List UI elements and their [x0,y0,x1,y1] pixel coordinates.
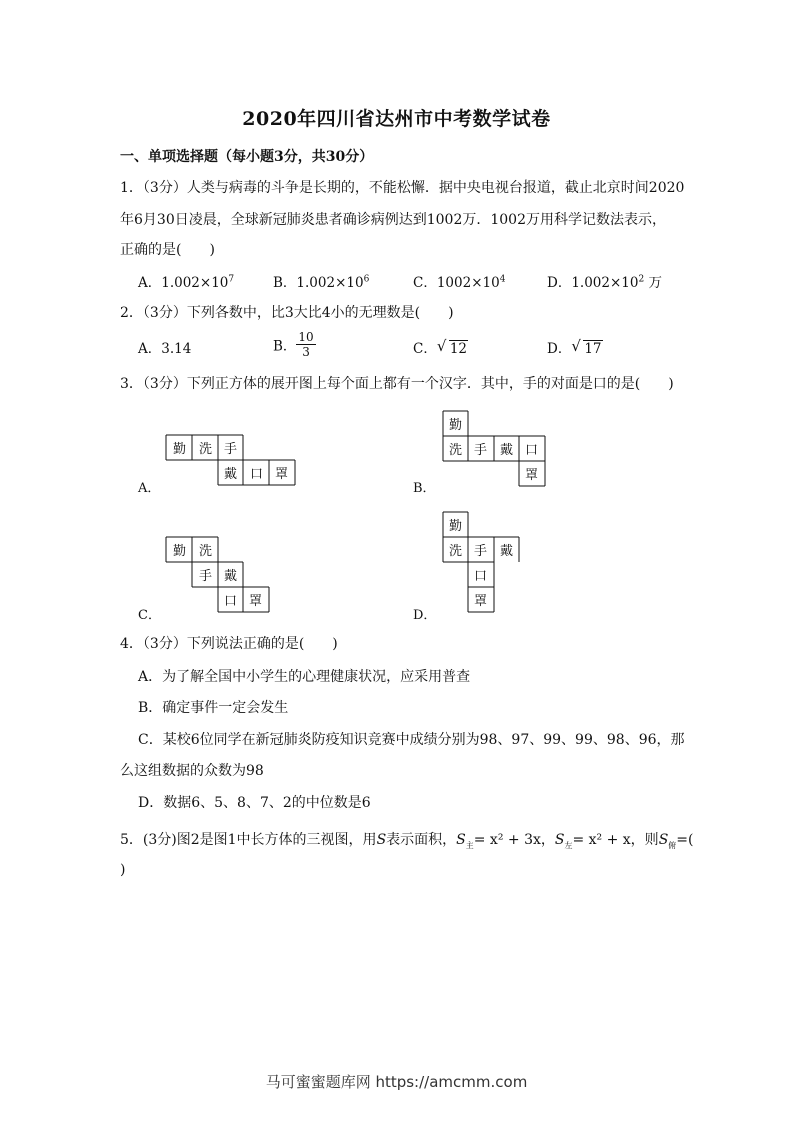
net-a-cell-zhao: 罩 [274,467,288,482]
q5-stem-line2: ) [120,862,126,878]
net-b-cell-shou: 手 [473,443,487,458]
net-b-cell-zhao: 罩 [524,468,538,483]
net-c-cell-shou: 手 [198,569,212,584]
net-c-cell-zhao: 罩 [248,594,262,609]
q4-option-d: D．数据6、5、8、7、2的中位数是6 [138,795,371,811]
sqrt-symbol: √ 17 [571,337,602,357]
net-d-cell-zhao: 罩 [473,594,487,609]
q1-stem-line2: 年6月30日凌晨，全球新冠肺炎患者确诊病例达到1002万．1002万用科学记数法表示， [120,212,666,228]
net-d-cell-shou: 手 [473,544,487,559]
net-c-cell-xi: 洗 [198,544,212,559]
net-c-cell-kou: 口 [223,594,237,609]
q5-stem: 5．(3分)图2是图1中长方体的三视图，用S表示面积，$S_主= x^2 + 3x$，$S_左= x^2 + x$，则$S_俯=$( [120,832,694,850]
q2-option-a: A．3.14 [138,341,192,357]
q4-option-c-line2: 么这组数据的众数为98 [120,763,264,779]
q1-option-b: B．$1.002\times 10^6$ [273,274,370,291]
section-heading: 一、单项选择题（每小题3分，共30分） [120,149,374,165]
net-b-label: B． [413,481,436,496]
net-c-cell-qin: 勤 [172,544,186,559]
fraction: $\frac{10}{3}$ [298,330,314,359]
net-d-cell-kou: 口 [473,569,487,584]
q4-option-a: A．为了解全国中小学生的心理健康状况，应采用普查 [138,669,471,685]
net-d-label: D． [413,608,437,623]
net-a-cell-shou: 手 [223,442,237,457]
net-a-label: A． [138,481,161,496]
q4-option-c-line1: C．某校6位同学在新冠肺炎防疫知识竞赛中成绩分别为98、97、99、99、98、96，那 [138,732,685,748]
sqrt-symbol: √ 12 [436,337,468,357]
net-a-cell-xi: 洗 [198,442,212,457]
net-d-cell-dai: 戴 [499,544,513,559]
net-c-cell-dai: 戴 [223,569,237,584]
q4-option-b: B．确定事件一定会发生 [138,700,289,716]
net-a-cell-qin: 勤 [172,442,186,457]
q1-option-c: C．$1002\times 10^4$ [413,274,506,291]
q1-stem-line3: 正确的是( ) [120,242,215,258]
q2-option-c: C． √ 12 [413,337,468,357]
q1-option-d: D．$1.002\times 10^2$ 万 [547,274,662,291]
q2-stem: 2．（3分）下列各数中，比3大比4小的无理数是( ) [120,305,454,321]
q1-option-a: A．$1.002\times 10^7$ [138,274,235,291]
net-c-label: C． [138,608,161,623]
net-b-cell-xi: 洗 [448,443,462,458]
net-b-cell-qin: 勤 [448,418,462,433]
net-a-cell-kou: 口 [249,467,263,482]
q2-option-b: B． $\frac{10}{3}$ [273,330,314,359]
net-d-cell-xi: 洗 [448,544,462,559]
net-b-cell-dai: 戴 [499,443,513,458]
q3-stem: 3．（3分）下列正方体的展开图上每个面上都有一个汉字．其中，手的对面是口的是( ) [120,376,674,392]
q1-stem-line1: 1．（3分）人类与病毒的斗争是长期的，不能松懈．据中央电视台报道，截止北京时间2020 [120,180,685,196]
net-d-cell-qin: 勤 [448,519,462,534]
footer-watermark: 马可蜜蜜题库网 https://amcmm.com [265,1073,528,1091]
page-title: 2020年四川省达州市中考数学试卷 [242,108,551,130]
q2-option-d: D． √ 17 [547,337,602,357]
net-b-cell-kou: 口 [524,443,538,458]
q4-stem: 4．（3分）下列说法正确的是( ) [120,636,338,652]
net-a-cell-dai: 戴 [223,467,237,482]
